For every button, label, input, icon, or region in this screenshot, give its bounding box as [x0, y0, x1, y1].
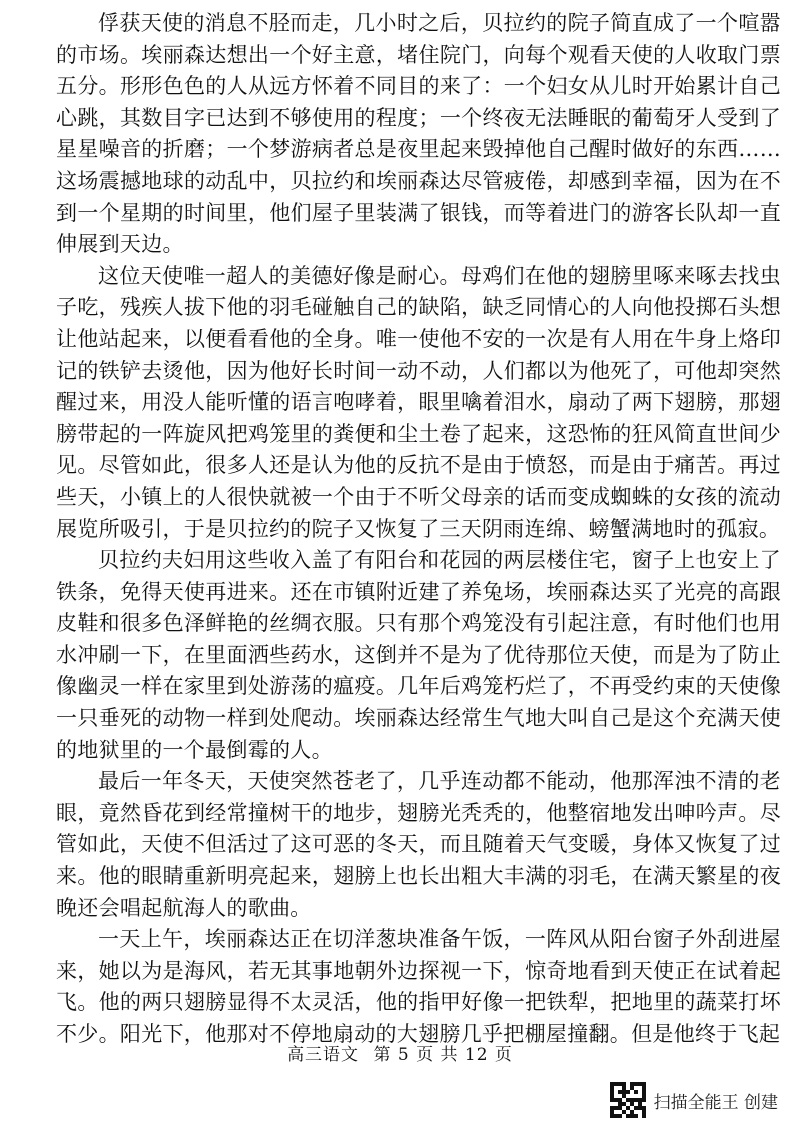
footer-subject: 高三语文 — [287, 1045, 360, 1065]
scanner-watermark — [610, 1080, 778, 1120]
paragraph-1: 俘获天使的消息不胫而走，几小时之后，贝拉约的院子简直成了一个喧嚣的市场。埃丽森达想出一个好主意，堵住院门，向每个观看天使的人收取门票五分。形形色色的人从远方怀着不同目的来了：一个妇女从儿时开始累计自己心跳，其数目字已达到不够使用的程度；一个终夜无法睡眠的葡萄牙人受到了星星噪音的折磨；一个梦游病者总是夜里起来毁掉他自己醒时做好的东西……这场震撼地球的动乱中，贝拉约和埃丽森达尽管疲倦，却感到幸福，因为在不到一个星期的时间里，他们屋子里装满了银钱，而等着进门的游客长队却一直伸展到天边。 — [56, 11, 781, 257]
scanner-label: 扫描全能王 创建 — [653, 1092, 778, 1113]
qr-code-icon — [610, 1082, 646, 1118]
paragraph-5: 一天上午，埃丽森达正在切洋葱块准备午饭，一阵风从阳台窗子外刮进屋来，她以为是海风，若无其事地朝外边探视一下，惊奇地看到天使正在试着起飞。他的两只翅膀显得不太灵活，他的指甲好像一把铁犁，把地里的蔬菜打坏不少。阳光下，他那对不停地扇动的大翅膀几乎把棚屋撞翻。但是他终于飞起 — [56, 927, 781, 1046]
paragraph-4: 最后一年冬天，天使突然苍老了，几乎连动都不能动，他那浑浊不清的老眼，竟然昏花到经常撞树干的地步，翅膀光秃秃的，他整宿地发出呻吟声。尽管如此，天使不但活过了这可恶的冬天，而且随着天气变暖，身体又恢复了过来。他的眼睛重新明亮起来，翅膀上也长出粗大丰满的羽毛，在满天繁星的夜晚还会唱起航海人的歌曲。 — [56, 769, 781, 920]
footer-page-number: 第 5 页 共 12 页 — [373, 1045, 513, 1065]
paragraph-3: 贝拉约夫妇用这些收入盖了有阳台和花园的两层楼住宅，窗子上也安上了铁条，免得天使再进来。还在市镇附近建了养兔场，埃丽森达买了光亮的高跟皮鞋和很多色泽鲜艳的丝绸衣服。只有那个鸡笼没有引起注意，有时他们也用水冲刷一下，在里面洒些药水，这倒并不是为了优待那位天使，而是为了防止像幽灵一样在家里到处游荡的瘟疫。几年后鸡笼朽烂了，不再受约束的天使像一只垂死的动物一样到处爬动。埃丽森达经常生气地大叫自己是这个充满天使的地狱里的一个最倒霉的人。 — [56, 548, 781, 762]
paragraph-2: 这位天使唯一超人的美德好像是耐心。母鸡们在他的翅膀里啄来啄去找虫子吃，残疾人拔下他的羽毛碰触自己的缺陷，缺乏同情心的人向他投掷石头想让他站起来，以便看看他的全身。唯一使他不安的一次是有人用在牛身上烙印记的铁铲去烫他，因为他好长时间一动不动，人们都以为他死了，可他却突然醒过来，用没人能听懂的语言咆哮着，眼里噙着泪水，扇动了两下翅膀，那翅膀带起的一阵旋风把鸡笼里的粪便和尘土卷了起来，这恐怖的狂风简直世间少见。尽管如此，很多人还是认为他的反抗不是由于愤怒，而是由于痛苦。再过些天，小镇上的人很快就被一个由于不听父母亲的话而变成蜘蛛的女孩的流动展览所吸引，于是贝拉约的院子又恢复了三天阴雨连绵、螃蟹满地时的孤寂。 — [56, 263, 781, 541]
page-footer — [0, 1040, 800, 1065]
article-body — [56, 8, 781, 1051]
